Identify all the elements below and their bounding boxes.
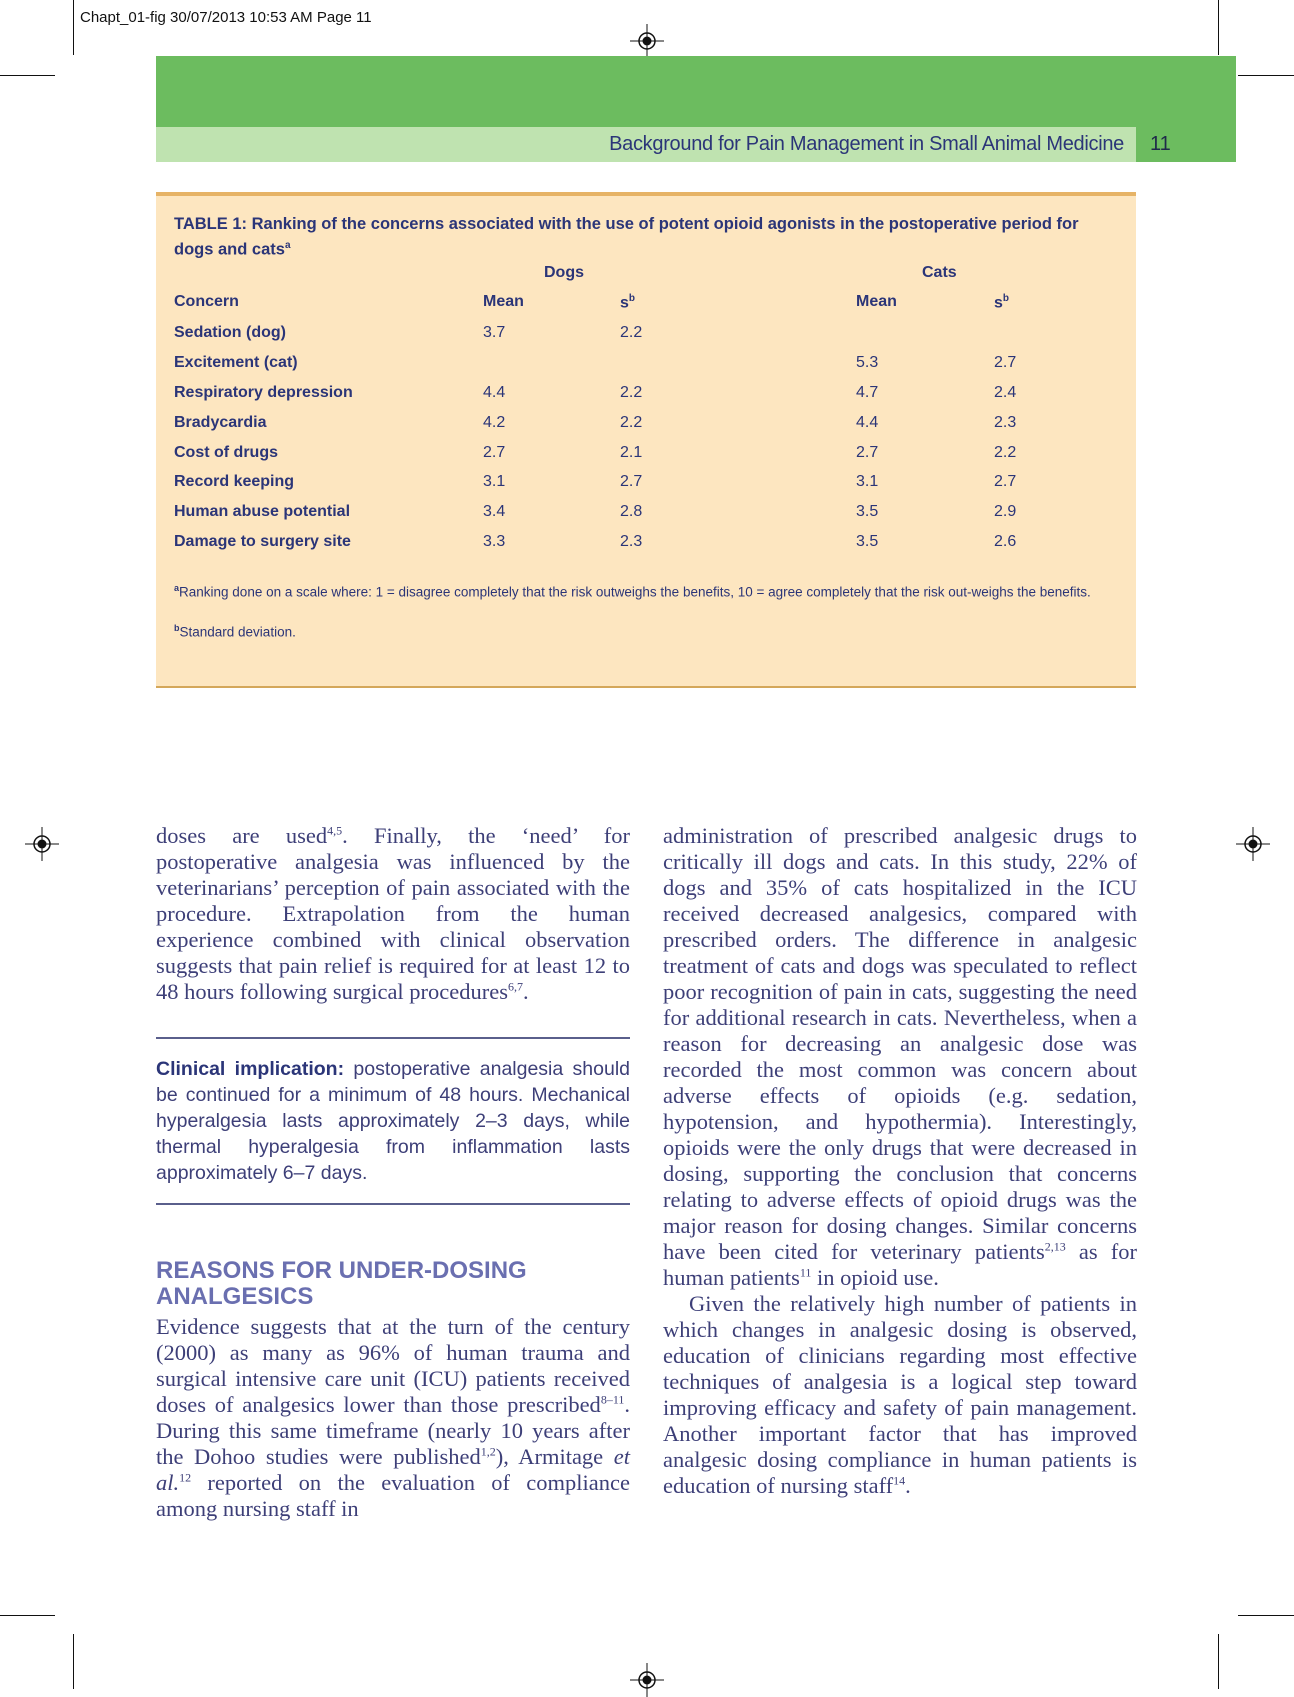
left-column-intro: [156, 823, 630, 1005]
cell-dogs-mean: 3.1: [483, 473, 506, 490]
cell-cats-mean: 3.1: [856, 473, 879, 490]
group-cats: Cats: [922, 264, 957, 281]
divider: [156, 1203, 630, 1205]
crop-mark: [0, 75, 55, 76]
clinical-implication-box: [156, 1056, 630, 1186]
cell-cats-sd: 2.7: [994, 354, 1017, 371]
table-row: [156, 384, 1136, 412]
cell-concern: Excitement (cat): [174, 354, 298, 371]
crop-mark: [1218, 1634, 1219, 1689]
table-row: [156, 533, 1136, 561]
registration-mark-icon: [25, 827, 59, 861]
cell-concern: Respiratory depression: [174, 384, 353, 401]
page-number: 11: [1150, 133, 1171, 155]
paragraph: Given the relatively high number of patients in which changes in analgesic dosing is observed, education of clinicians regarding most effective techniques of analgesia is a logical step toward improving efficacy and safety of pain management. Another important factor that has improved analgesic dosing compliance in human patients is education of nursing staff$^{14}$.: [663, 1291, 1137, 1498]
left-column-body: [156, 1314, 630, 1522]
column-header-cats-mean: Mean: [856, 293, 897, 310]
cell-cats-sd: 2.3: [994, 414, 1017, 431]
crop-mark: [73, 0, 74, 55]
cell-dogs-mean: 3.4: [483, 503, 506, 520]
cell-cats-mean: 4.4: [856, 414, 879, 431]
registration-mark-icon: [630, 24, 664, 58]
cell-cats-sd: 2.4: [994, 384, 1017, 401]
cell-cats-sd: 2.9: [994, 503, 1017, 520]
cell-concern: Damage to surgery site: [174, 533, 351, 550]
table-row: [156, 473, 1136, 501]
cell-dogs-mean: 3.3: [483, 533, 506, 550]
cell-cats-sd: 2.7: [994, 473, 1017, 490]
crop-mark: [1238, 1615, 1294, 1616]
cell-cats-mean: 3.5: [856, 533, 879, 550]
running-head: Background for Pain Management in Small Animal Medicine: [609, 133, 1124, 155]
table-row: [156, 444, 1136, 472]
cell-dogs-sd: 2.7: [620, 473, 643, 490]
cell-cats-mean: 2.7: [856, 444, 879, 461]
cell-dogs-mean: 3.7: [483, 324, 506, 341]
right-column: [663, 823, 1137, 1499]
table-row: [156, 414, 1136, 442]
cell-cats-mean: 4.7: [856, 384, 879, 401]
crop-mark: [1218, 0, 1219, 55]
cell-cats-mean: 3.5: [856, 503, 879, 520]
column-header-dogs-sd: $s^b$: [620, 293, 636, 312]
cell-dogs-sd: 2.2: [620, 324, 643, 341]
paragraph: administration of prescribed analgesic drugs to critically ill dogs and cats. In this study, 22% of dogs and 35% of cats hospitalized in the ICU received decreased analgesics, compared with prescribed orders. The difference in analgesic treatment of cats and dogs was speculated to reflect poor recognition of pain in cats, suggesting the need for additional research in cats. Nevertheless, when a reason for decreasing an analgesic dose was recorded the most common was concern about adverse effects of opioids (e.g. sedation, hypotension, and hypothermia). Interestingly, opioids were the only drugs that were decreased in dosing, supporting the conclusion that concerns relating to adverse effects of opioid drugs was the major reason for dosing changes. Similar concerns have been cited for veterinary patients$^{2,13}$ as for human patients$^{11}$ in opioid use.: [663, 823, 1137, 1290]
cell-cats-mean: 5.3: [856, 354, 879, 371]
cell-dogs-sd: 2.8: [620, 503, 643, 520]
cell-dogs-mean: 4.4: [483, 384, 506, 401]
cell-dogs-mean: 4.2: [483, 414, 506, 431]
cell-dogs-sd: 2.2: [620, 384, 643, 401]
crop-mark: [73, 1634, 74, 1689]
registration-mark-icon: [630, 1663, 664, 1697]
table-row: [156, 354, 1136, 382]
cell-cats-sd: 2.2: [994, 444, 1017, 461]
crop-mark: [1238, 75, 1294, 76]
table-row: [156, 324, 1136, 352]
registration-mark-icon: [1236, 827, 1270, 861]
cell-concern: Record keeping: [174, 473, 295, 490]
paragraph: doses are used$^{4,5}$. Finally, the ‘need’ for postoperative analgesia was influenced by the veterinarians’ perception of pain associated with the procedure. Extrapolation from the human experience combined with clinical observation suggests that pain relief is required for at least 12 to 48 hours following surgical procedures$^{6,7}$.: [156, 823, 630, 1004]
cell-concern: Sedation (dog): [174, 324, 286, 341]
print-slug: Chapt_01-fig 30/07/2013 10:53 AM Page 11: [80, 9, 372, 26]
clinical-implication-label: Clinical implication:: [156, 1058, 345, 1080]
table-box: [156, 192, 1136, 688]
group-dogs: Dogs: [544, 264, 584, 281]
section-heading: REASONS FOR UNDER-DOSING ANALGESICS: [156, 1257, 527, 1310]
crop-mark: [0, 1615, 55, 1616]
cell-dogs-sd: 2.2: [620, 414, 643, 431]
cell-cats-sd: 2.6: [994, 533, 1017, 550]
cell-concern: Cost of drugs: [174, 444, 278, 461]
cell-dogs-sd: 2.3: [620, 533, 643, 550]
divider: [156, 1037, 630, 1039]
cell-dogs-mean: 2.7: [483, 444, 506, 461]
cell-dogs-sd: 2.1: [620, 444, 643, 461]
table-caption: TABLE 1: Ranking of the concerns associated with the use of potent opioid agonists in the postoperative period for dogs and cats$^a$: [174, 215, 1079, 259]
column-header-concern: Concern: [174, 293, 239, 310]
column-header-cats-sd: $s^b$: [994, 293, 1010, 312]
table-row: [156, 503, 1136, 531]
table-note-a: $^a$Ranking done on a scale where: 1 = disagree completely that the risk outweighs the benefits, 10 = agree completely that the risk out-weighs the benefits.: [174, 583, 1091, 600]
column-header-dogs-mean: Mean: [483, 293, 524, 310]
cell-concern: Human abuse potential: [174, 503, 351, 520]
cell-concern: Bradycardia: [174, 414, 267, 431]
clinical-implication-text: postoperative analgesia should be continued for a minimum of 48 hours. Mechanical hyperalgesia lasts approximately 2–3 days, while thermal hyperalgesia from inflammation lasts approximately 6–7 days.: [156, 1058, 630, 1184]
table-note-b: $^b$Standard deviation.: [174, 623, 296, 640]
paragraph: Evidence suggests that at the turn of the century (2000) as many as 96% of human trauma and surgical intensive care unit (ICU) patients received doses of analgesics lower than those prescribed$^{8-11}$. During this same timeframe (nearly 10 years after the Dohoo studies were published$^{1,2}$), Armitage et al.$^{12}$ reported on the evaluation of compliance among nursing staff in: [156, 1314, 630, 1521]
